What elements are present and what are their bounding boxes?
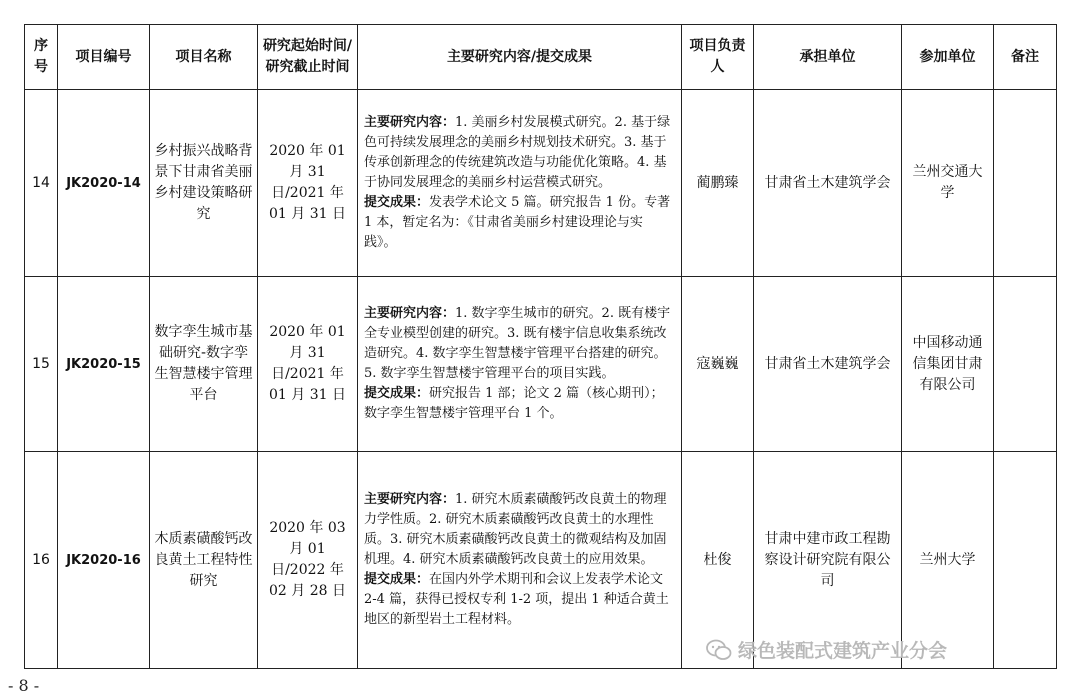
cell-unit: 甘肃省土木建筑学会 xyxy=(754,90,902,277)
content-text: 1. 研究木质素磺酸钙改良黄土的物理力学性质。2. 研究木质素磺酸钙改良黄土的水理性质。3. 研究木质素磺酸钙改良黄土的微观结构及加固机理。4. 研究木质素磺酸钙改良黄土的应用效果。 xyxy=(364,492,667,567)
result-label: 提交成果： xyxy=(364,195,430,210)
content-text: 1. 美丽乡村发展模式研究。2. 基于绿色可持续发展理念的美丽乡村规划技术研究。3. 基于传承创新理念的传统建筑改造与功能优化策略。4. 基于协同发展理念的美丽乡村运营模式研究。 xyxy=(364,115,671,190)
header-note: 备注 xyxy=(994,25,1057,90)
cell-content xyxy=(358,452,682,669)
header-code: 项目编号 xyxy=(58,25,150,90)
content-label: 主要研究内容： xyxy=(364,492,456,507)
header-name: 项目名称 xyxy=(150,25,258,90)
cell-content xyxy=(358,90,682,277)
result-label: 提交成果： xyxy=(364,572,430,587)
cell-unit: 甘肃省土木建筑学会 xyxy=(754,277,902,452)
watermark-text: 绿色装配式建筑产业分会 xyxy=(738,640,948,662)
cell-seq: 16 xyxy=(25,452,58,669)
cell-note xyxy=(994,452,1057,669)
cell-partner: 中国移动通信集团甘肃有限公司 xyxy=(902,277,994,452)
result-text: 研究报告 1 部；论文 2 篇（核心期刊）；数字孪生智慧楼宇管理平台 1 个。 xyxy=(364,386,664,421)
cell-dates: 2020 年 01 月 31 日/2021 年 01 月 31 日 xyxy=(258,90,358,277)
result-text: 在国内外学术期刊和会议上发表学术论文 2-4 篇，获得已授权专利 1-2 项，提出 1 种适合黄土地区的新型岩土工程材料。 xyxy=(364,572,669,627)
header-row xyxy=(25,25,1057,90)
content-text: 1. 数字孪生城市的研究。2. 既有楼宇全专业模型创建的研究。3. 既有楼宇信息收集系统改造研究。4. 数字孪生智慧楼宇管理平台搭建的研究。5. 数字孪生智慧楼宇管理平台的项目实践。 xyxy=(364,306,671,381)
cell-note xyxy=(994,90,1057,277)
result-label: 提交成果： xyxy=(364,386,430,401)
project-table xyxy=(24,24,1057,669)
header-content: 主要研究内容/提交成果 xyxy=(358,25,682,90)
wechat-icon xyxy=(706,639,732,661)
cell-leader: 蔺鹏臻 xyxy=(682,90,754,277)
cell-content xyxy=(358,277,682,452)
cell-name: 数字孪生城市基础研究-数字孪生智慧楼宇管理平台 xyxy=(150,277,258,452)
cell-code: JK2020-14 xyxy=(58,90,150,277)
header-dates: 研究起始时间/研究截止时间 xyxy=(258,25,358,90)
cell-note xyxy=(994,277,1057,452)
result-text: 发表学术论文 5 篇。研究报告 1 份。专著 1 本，暂定名为：《甘肃省美丽乡村建设理论与实践》。 xyxy=(364,195,671,250)
header-seq: 序号 xyxy=(25,25,58,90)
watermark xyxy=(706,636,947,663)
cell-unit: 甘肃中建市政工程勘察设计研究院有限公司 xyxy=(754,452,902,669)
content-label: 主要研究内容： xyxy=(364,115,456,130)
cell-seq: 15 xyxy=(25,277,58,452)
cell-name: 乡村振兴战略背景下甘肃省美丽乡村建设策略研究 xyxy=(150,90,258,277)
header-unit: 承担单位 xyxy=(754,25,902,90)
cell-dates: 2020 年 03 月 01 日/2022 年 02 月 28 日 xyxy=(258,452,358,669)
cell-leader: 杜俊 xyxy=(682,452,754,669)
table-row xyxy=(25,277,1057,452)
table-row xyxy=(25,90,1057,277)
cell-code: JK2020-15 xyxy=(58,277,150,452)
header-partner: 参加单位 xyxy=(902,25,994,90)
page-number: - 8 - xyxy=(8,676,40,695)
cell-leader: 寇巍巍 xyxy=(682,277,754,452)
cell-code: JK2020-16 xyxy=(58,452,150,669)
cell-partner: 兰州交通大学 xyxy=(902,90,994,277)
cell-seq: 14 xyxy=(25,90,58,277)
cell-partner: 兰州大学 xyxy=(902,452,994,669)
content-label: 主要研究内容： xyxy=(364,306,456,321)
cell-dates: 2020 年 01 月 31 日/2021 年 01 月 31 日 xyxy=(258,277,358,452)
header-leader: 项目负责人 xyxy=(682,25,754,90)
cell-name: 木质素磺酸钙改良黄土工程特性研究 xyxy=(150,452,258,669)
